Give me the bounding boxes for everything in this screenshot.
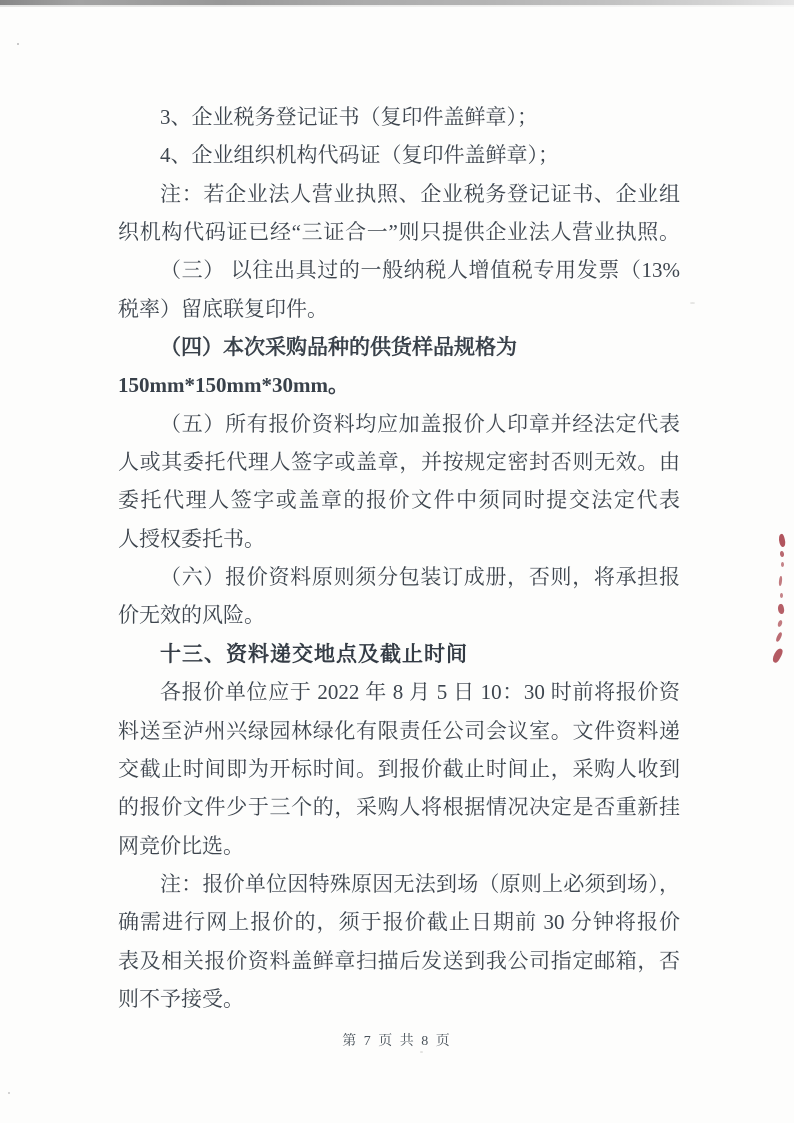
red-seal-fragment: [780, 593, 783, 598]
text-line: 则不予接受。: [118, 986, 244, 1011]
text-line: 价无效的风险。: [118, 603, 265, 628]
red-seal-fragment: [771, 647, 784, 664]
text-line: 注：若企业法人营业执照、企业税务登记证书、企业组: [160, 181, 680, 206]
text-line: 织机构代码证已经“三证合一”则只提供企业法人营业执照。: [118, 220, 680, 245]
text-line: 人或其委托代理人签字或盖章，并按规定密封否则无效。由: [118, 450, 680, 475]
text-line: （三） 以往出具过的一般纳税人增值税专用发票（13%: [160, 258, 680, 283]
red-seal-fragment: [777, 603, 785, 614]
text-line: 3、企业税务登记证书（复印件盖鲜章）；: [160, 105, 538, 129]
text-line: 确需进行网上报价的，须于报价截止日期前 30 分钟将报价: [118, 910, 680, 935]
red-seal-fragment: [775, 632, 783, 643]
text-line: （四）本次采购品种的供货样品规格为: [160, 335, 517, 360]
text-line: 税率）留底联复印件。: [118, 296, 328, 321]
document-body: [118, 98, 680, 1018]
red-seal-fragment: [777, 533, 786, 547]
text-line: （五）所有报价资料均应加盖报价人印章并经法定代表: [160, 411, 680, 436]
text-line: 的报价文件少于三个的，采购人将根据情况决定是否重新挂: [118, 795, 680, 820]
red-seal-fragment: [780, 551, 785, 558]
paper-speck: [690, 302, 695, 304]
text-line: 网竞价比选。: [118, 833, 244, 858]
text-line: 料送至泸州兴绿园林绿化有限责任公司会议室。文件资料递: [118, 718, 680, 743]
paper-speck: [17, 43, 19, 45]
paper-speck: [420, 1051, 423, 1053]
text-line: （六）报价资料原则须分包装订成册，否则，将承担报: [160, 565, 680, 590]
text-line: 150mm*150mm*30mm。: [118, 373, 349, 398]
scan-edge-artifact-soft: [0, 5, 794, 7]
page-number-footer: 第 7 页 共 8 页: [342, 1034, 452, 1049]
text-line: 人授权委托书。: [118, 526, 265, 551]
text-line: 注：报价单位因特殊原因无法到场（原则上必须到场），: [160, 871, 680, 896]
red-seal-fragment: [777, 620, 783, 628]
text-line: 委托代理人签字或盖章的报价文件中须同时提交法定代表: [118, 488, 680, 513]
text-line: 4、企业组织机构代码证（复印件盖鲜章）；: [160, 143, 559, 168]
text-line: 交截止时间即为开标时间。到报价截止时间止，采购人收到: [118, 756, 680, 781]
red-seal-fragment: [781, 562, 784, 567]
text-line: 各报价单位应于 2022 年 8 月 5 日 10：30 时前将报价资: [160, 680, 680, 705]
paper-speck: [8, 1092, 10, 1094]
text-line: 表及相关报价资料盖鲜章扫描后发送到我公司指定邮箱，否: [118, 948, 680, 973]
red-seal-fragment: [778, 576, 782, 586]
section-heading: 十三、资料递交地点及截止时间: [160, 641, 468, 666]
